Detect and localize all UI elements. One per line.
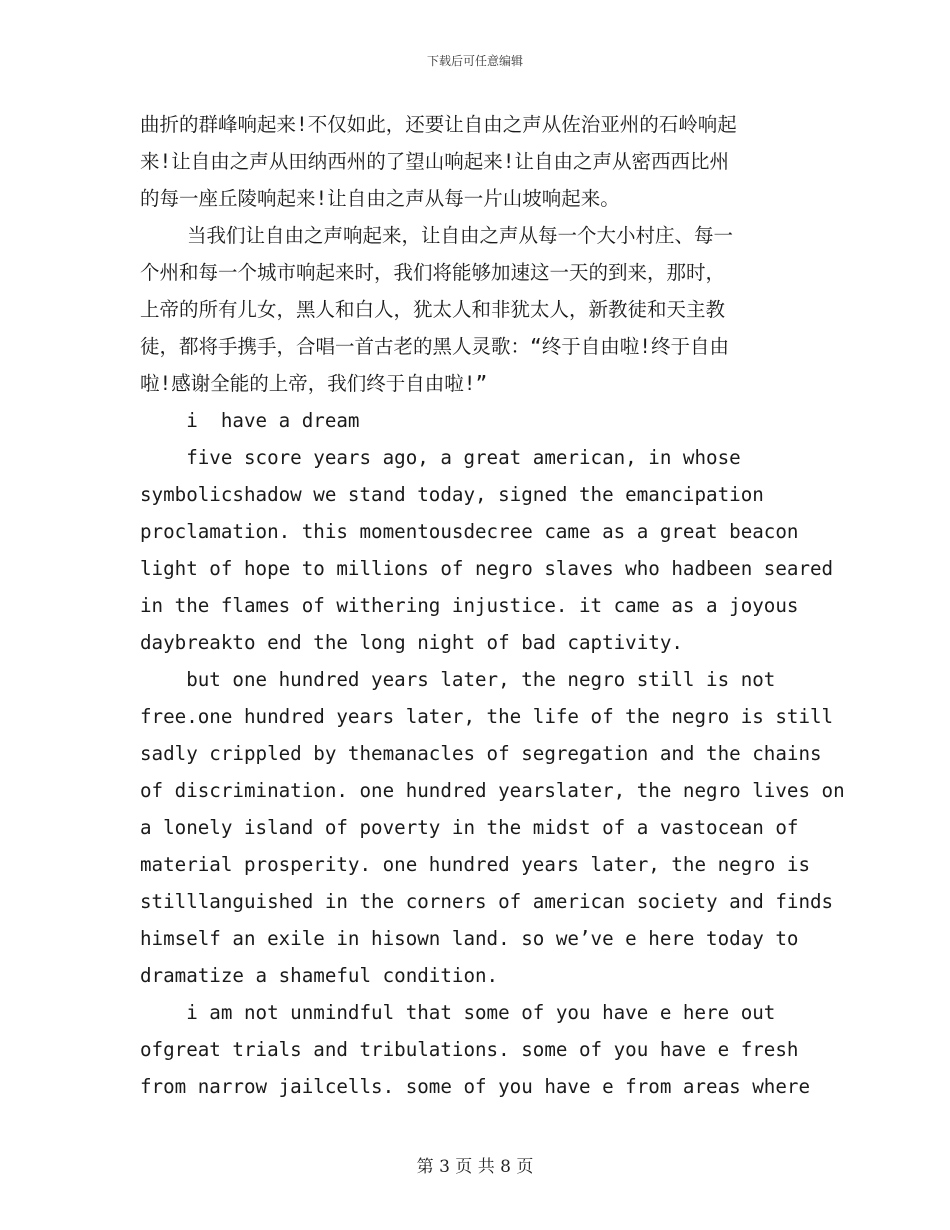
text-line: stilllanguished in the corners of american society and finds [140,890,834,913]
text-line: free.one hundred years later, the life of the negro is still [140,705,834,728]
text-line: daybreakto end the long night of bad captivity. [140,631,683,654]
page-footer: 第 3 页 共 8 页 [416,1157,534,1177]
text-line: 当我们让自由之声响起来，让自由之声从每一个大小村庄、每一 [140,224,733,247]
text-line: light of hope to millions of negro slaves who hadbeen seared [140,557,834,580]
text-line: i am not unmindful that some of you have e here out [140,1001,776,1024]
text-line: 啦!感谢全能的上帝，我们终于自由啦!” [140,372,488,395]
text-line: dramatize a shameful condition. [140,964,499,987]
text-line: but one hundred years later, the negro still is not [140,668,776,691]
text-line: five score years ago, a great american, in whose [140,446,741,469]
text-line: 的每一座丘陵响起来!让自由之声从每一片山坡响起来。 [140,187,620,210]
text-line: 上帝的所有儿女，黑人和白人，犹太人和非犹太人，新教徒和天主教 [140,298,726,321]
document-body [140,106,845,1105]
text-line: in the flames of withering injustice. it came as a joyous [140,594,799,617]
text-line: 徒，都将手携手，合唱一首古老的黑人灵歌：“终于自由啦!终于自由 [140,335,729,358]
text-line: symbolicshadow we stand today, signed the emancipation [140,483,764,506]
text-line: 来!让自由之声从田纳西州的了望山响起来!让自由之声从密西西比州 [140,150,729,173]
text-line: material prosperity. one hundred years later, the negro is [140,853,811,876]
text-line: proclamation. this momentousdecree came as a great beacon [140,520,799,543]
text-line: sadly crippled by themanacles of segregation and the chains [140,742,822,765]
text-line: of discrimination. one hundred yearslater, the negro lives on [140,779,845,802]
text-line: i have a dream [140,409,360,432]
page-header: 下载后可任意编辑 [426,54,523,68]
text-line: himself an exile in hisown land. so we’ve e here today to [140,927,799,950]
text-line: ofgreat trials and tribulations. some of you have e fresh [140,1038,799,1061]
text-line: a lonely island of poverty in the midst of a vastocean of [140,816,799,839]
text-line: 曲折的群峰响起来!不仅如此，还要让自由之声从佐治亚州的石岭响起 [140,113,737,136]
text-line: 个州和每一个城市响起来时，我们将能够加速这一天的到来，那时， [140,261,726,284]
text-line: from narrow jailcells. some of you have e from areas where [140,1075,811,1098]
